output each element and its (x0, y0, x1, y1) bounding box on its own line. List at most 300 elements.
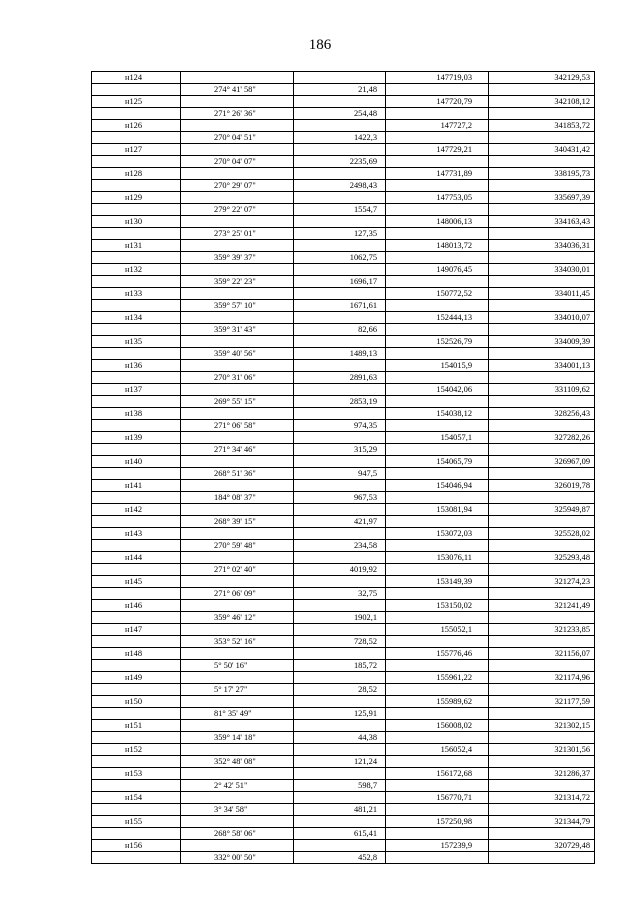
direction-angle: 359° 31' 43" (181, 324, 294, 336)
coordinate-x: 147720,79 (386, 96, 489, 108)
empty-cell (294, 408, 386, 420)
direction-angle: 270° 29' 07" (181, 180, 294, 192)
point-name: н155 (92, 816, 181, 828)
coordinate-y: 335697,39 (489, 192, 595, 204)
point-row (92, 312, 595, 324)
segment-row (92, 396, 595, 408)
coordinate-y: 327282,26 (489, 432, 595, 444)
direction-angle: 359° 39' 37" (181, 252, 294, 264)
coordinate-y: 334011,45 (489, 288, 595, 300)
empty-cell (92, 300, 181, 312)
empty-cell (92, 780, 181, 792)
segment-length: 421,97 (294, 516, 386, 528)
point-row (92, 432, 595, 444)
empty-cell (294, 456, 386, 468)
empty-cell (386, 780, 489, 792)
segment-length: 4019,92 (294, 564, 386, 576)
point-name: н131 (92, 240, 181, 252)
empty-cell (294, 120, 386, 132)
segment-row (92, 804, 595, 816)
empty-cell (489, 852, 595, 864)
empty-cell (92, 732, 181, 744)
empty-cell (294, 552, 386, 564)
point-row (92, 72, 595, 84)
segment-length: 1671,61 (294, 300, 386, 312)
direction-angle: 353° 52' 16" (181, 636, 294, 648)
empty-cell (181, 696, 294, 708)
point-row (92, 456, 595, 468)
segment-row (92, 684, 595, 696)
segment-row (92, 348, 595, 360)
coordinate-y: 331109,62 (489, 384, 595, 396)
coordinate-x: 155776,46 (386, 648, 489, 660)
empty-cell (181, 528, 294, 540)
segment-length: 125,91 (294, 708, 386, 720)
empty-cell (386, 708, 489, 720)
coordinate-y: 328256,43 (489, 408, 595, 420)
segment-length: 947,5 (294, 468, 386, 480)
empty-cell (386, 612, 489, 624)
empty-cell (92, 252, 181, 264)
point-name: н132 (92, 264, 181, 276)
empty-cell (294, 432, 386, 444)
empty-cell (294, 528, 386, 540)
empty-cell (294, 96, 386, 108)
segment-length: 1554,7 (294, 204, 386, 216)
empty-cell (489, 828, 595, 840)
empty-cell (181, 792, 294, 804)
coordinate-x: 157239,9 (386, 840, 489, 852)
coordinate-y: 321301,56 (489, 744, 595, 756)
direction-angle: 359° 57' 10" (181, 300, 294, 312)
segment-row (92, 540, 595, 552)
empty-cell (489, 660, 595, 672)
empty-cell (92, 612, 181, 624)
coordinate-y: 334010,07 (489, 312, 595, 324)
coordinate-x: 153076,11 (386, 552, 489, 564)
empty-cell (294, 744, 386, 756)
segment-row (92, 756, 595, 768)
segment-length: 598,7 (294, 780, 386, 792)
empty-cell (386, 540, 489, 552)
coordinate-x: 156172,68 (386, 768, 489, 780)
point-name: н126 (92, 120, 181, 132)
coordinate-x: 153081,94 (386, 504, 489, 516)
empty-cell (92, 156, 181, 168)
empty-cell (92, 564, 181, 576)
point-name: н140 (92, 456, 181, 468)
empty-cell (294, 480, 386, 492)
segment-length: 1062,75 (294, 252, 386, 264)
segment-length: 1696,17 (294, 276, 386, 288)
point-row (92, 624, 595, 636)
empty-cell (489, 444, 595, 456)
empty-cell (386, 684, 489, 696)
coordinate-x: 157250,98 (386, 816, 489, 828)
empty-cell (294, 792, 386, 804)
empty-cell (386, 276, 489, 288)
empty-cell (294, 168, 386, 180)
coordinate-y: 321156,07 (489, 648, 595, 660)
empty-cell (294, 816, 386, 828)
empty-cell (294, 192, 386, 204)
empty-cell (294, 312, 386, 324)
segment-length: 2235,69 (294, 156, 386, 168)
empty-cell (181, 168, 294, 180)
empty-cell (181, 96, 294, 108)
coordinate-x: 153072,03 (386, 528, 489, 540)
segment-length: 82,66 (294, 324, 386, 336)
empty-cell (92, 108, 181, 120)
point-row (92, 600, 595, 612)
point-row (92, 360, 595, 372)
point-name: н152 (92, 744, 181, 756)
coordinate-x: 154046,94 (386, 480, 489, 492)
segment-row (92, 156, 595, 168)
empty-cell (386, 828, 489, 840)
segment-row (92, 204, 595, 216)
empty-cell (489, 204, 595, 216)
point-name: н124 (92, 72, 181, 84)
point-name: н149 (92, 672, 181, 684)
empty-cell (489, 348, 595, 360)
empty-cell (386, 588, 489, 600)
empty-cell (294, 768, 386, 780)
coordinate-y: 321174,96 (489, 672, 595, 684)
empty-cell (294, 648, 386, 660)
empty-cell (386, 468, 489, 480)
empty-cell (181, 720, 294, 732)
point-name: н150 (92, 696, 181, 708)
point-name: н130 (92, 216, 181, 228)
empty-cell (294, 624, 386, 636)
point-name: н138 (92, 408, 181, 420)
empty-cell (92, 132, 181, 144)
point-row (92, 408, 595, 420)
empty-cell (294, 384, 386, 396)
empty-cell (181, 408, 294, 420)
point-row (92, 240, 595, 252)
point-row (92, 744, 595, 756)
segment-row (92, 444, 595, 456)
segment-row (92, 780, 595, 792)
empty-cell (181, 624, 294, 636)
segment-length: 21,48 (294, 84, 386, 96)
empty-cell (294, 216, 386, 228)
direction-angle: 269° 55' 15" (181, 396, 294, 408)
segment-length: 254,48 (294, 108, 386, 120)
segment-row (92, 708, 595, 720)
direction-angle: 271° 06' 58" (181, 420, 294, 432)
coordinate-x: 150772,52 (386, 288, 489, 300)
empty-cell (181, 672, 294, 684)
empty-cell (386, 564, 489, 576)
coordinate-x: 155989,62 (386, 696, 489, 708)
direction-angle: 268° 39' 15" (181, 516, 294, 528)
empty-cell (386, 516, 489, 528)
coordinate-x: 147729,21 (386, 144, 489, 156)
empty-cell (489, 420, 595, 432)
empty-cell (92, 180, 181, 192)
empty-cell (489, 588, 595, 600)
direction-angle: 5° 17' 27" (181, 684, 294, 696)
empty-cell (489, 156, 595, 168)
empty-cell (294, 576, 386, 588)
point-row (92, 288, 595, 300)
empty-cell (386, 372, 489, 384)
empty-cell (386, 348, 489, 360)
empty-cell (294, 240, 386, 252)
segment-length: 452,8 (294, 852, 386, 864)
empty-cell (386, 852, 489, 864)
empty-cell (489, 132, 595, 144)
empty-cell (92, 420, 181, 432)
point-row (92, 192, 595, 204)
empty-cell (386, 180, 489, 192)
empty-cell (92, 588, 181, 600)
empty-cell (489, 84, 595, 96)
segment-row (92, 468, 595, 480)
direction-angle: 271° 34' 46" (181, 444, 294, 456)
coordinates-table (91, 71, 595, 864)
direction-angle: 359° 14' 18" (181, 732, 294, 744)
segment-length: 127,35 (294, 228, 386, 240)
direction-angle: 270° 04' 51" (181, 132, 294, 144)
empty-cell (181, 432, 294, 444)
empty-cell (386, 420, 489, 432)
point-name: н137 (92, 384, 181, 396)
direction-angle: 271° 06' 09" (181, 588, 294, 600)
coordinate-y: 326019,78 (489, 480, 595, 492)
empty-cell (181, 384, 294, 396)
empty-cell (181, 240, 294, 252)
point-row (92, 840, 595, 852)
point-row (92, 264, 595, 276)
coordinate-y: 334001,13 (489, 360, 595, 372)
coordinate-y: 321344,79 (489, 816, 595, 828)
coordinate-y: 334009,39 (489, 336, 595, 348)
direction-angle: 268° 58' 06" (181, 828, 294, 840)
coordinate-y: 334030,01 (489, 264, 595, 276)
segment-length: 185,72 (294, 660, 386, 672)
empty-cell (181, 360, 294, 372)
segment-length: 1902,1 (294, 612, 386, 624)
empty-cell (489, 612, 595, 624)
point-row (92, 384, 595, 396)
segment-length: 2498,43 (294, 180, 386, 192)
point-name: н144 (92, 552, 181, 564)
point-row (92, 720, 595, 732)
point-row (92, 336, 595, 348)
empty-cell (92, 660, 181, 672)
segment-row (92, 180, 595, 192)
segment-row (92, 732, 595, 744)
empty-cell (386, 444, 489, 456)
direction-angle: 274° 41' 58" (181, 84, 294, 96)
coordinate-y: 321233,85 (489, 624, 595, 636)
coordinate-y: 321286,37 (489, 768, 595, 780)
coordinate-y: 321241,49 (489, 600, 595, 612)
point-row (92, 528, 595, 540)
empty-cell (92, 204, 181, 216)
segment-length: 967,53 (294, 492, 386, 504)
point-row (92, 768, 595, 780)
segment-row (92, 324, 595, 336)
empty-cell (92, 756, 181, 768)
coordinate-y: 325293,48 (489, 552, 595, 564)
empty-cell (294, 72, 386, 84)
empty-cell (92, 348, 181, 360)
coordinate-x: 147753,05 (386, 192, 489, 204)
empty-cell (92, 516, 181, 528)
coordinate-y: 321274,23 (489, 576, 595, 588)
empty-cell (489, 564, 595, 576)
empty-cell (489, 684, 595, 696)
segment-row (92, 420, 595, 432)
coordinate-x: 154015,9 (386, 360, 489, 372)
empty-cell (294, 696, 386, 708)
point-row (92, 672, 595, 684)
point-name: н154 (92, 792, 181, 804)
point-name: н145 (92, 576, 181, 588)
point-name: н129 (92, 192, 181, 204)
direction-angle: 359° 40' 56" (181, 348, 294, 360)
segment-length: 481,21 (294, 804, 386, 816)
point-row (92, 96, 595, 108)
coordinate-y: 334036,31 (489, 240, 595, 252)
coordinate-y: 325528,02 (489, 528, 595, 540)
direction-angle: 268° 51' 36" (181, 468, 294, 480)
empty-cell (294, 504, 386, 516)
point-row (92, 792, 595, 804)
point-name: н134 (92, 312, 181, 324)
direction-angle: 352° 48' 08" (181, 756, 294, 768)
empty-cell (489, 324, 595, 336)
empty-cell (294, 264, 386, 276)
coordinate-x: 149076,45 (386, 264, 489, 276)
empty-cell (294, 336, 386, 348)
empty-cell (489, 804, 595, 816)
segment-length: 28,52 (294, 684, 386, 696)
empty-cell (489, 300, 595, 312)
empty-cell (181, 216, 294, 228)
direction-angle: 5° 50' 16" (181, 660, 294, 672)
coordinate-y: 342108,12 (489, 96, 595, 108)
empty-cell (181, 144, 294, 156)
segment-row (92, 276, 595, 288)
empty-cell (386, 732, 489, 744)
empty-cell (92, 804, 181, 816)
empty-cell (489, 780, 595, 792)
empty-cell (181, 600, 294, 612)
segment-length: 32,75 (294, 588, 386, 600)
empty-cell (489, 252, 595, 264)
segment-row (92, 612, 595, 624)
empty-cell (92, 396, 181, 408)
point-name: н148 (92, 648, 181, 660)
empty-cell (92, 228, 181, 240)
empty-cell (386, 756, 489, 768)
point-name: н125 (92, 96, 181, 108)
empty-cell (92, 828, 181, 840)
empty-cell (181, 120, 294, 132)
direction-angle: 270° 59' 48" (181, 540, 294, 552)
empty-cell (489, 540, 595, 552)
page-number: 186 (308, 37, 332, 53)
segment-length: 2891,63 (294, 372, 386, 384)
empty-cell (181, 768, 294, 780)
empty-cell (92, 468, 181, 480)
empty-cell (294, 360, 386, 372)
segment-row (92, 372, 595, 384)
point-name: н153 (92, 768, 181, 780)
point-row (92, 576, 595, 588)
segment-row (92, 132, 595, 144)
empty-cell (489, 108, 595, 120)
segment-row (92, 300, 595, 312)
empty-cell (489, 396, 595, 408)
segment-row (92, 228, 595, 240)
coordinate-y: 321177,59 (489, 696, 595, 708)
empty-cell (92, 684, 181, 696)
empty-cell (294, 144, 386, 156)
empty-cell (489, 372, 595, 384)
coordinate-x: 148006,13 (386, 216, 489, 228)
point-row (92, 552, 595, 564)
point-name: н135 (92, 336, 181, 348)
segment-row (92, 636, 595, 648)
segment-length: 121,24 (294, 756, 386, 768)
point-name: н142 (92, 504, 181, 516)
point-name: н141 (92, 480, 181, 492)
empty-cell (181, 72, 294, 84)
coordinate-y: 325949,87 (489, 504, 595, 516)
coordinate-y: 321314,72 (489, 792, 595, 804)
empty-cell (294, 600, 386, 612)
point-name: н136 (92, 360, 181, 372)
empty-cell (489, 708, 595, 720)
point-row (92, 648, 595, 660)
empty-cell (92, 708, 181, 720)
point-name: н156 (92, 840, 181, 852)
point-row (92, 480, 595, 492)
empty-cell (181, 840, 294, 852)
empty-cell (386, 636, 489, 648)
coordinate-y: 334163,43 (489, 216, 595, 228)
coordinate-x: 153149,39 (386, 576, 489, 588)
direction-angle: 271° 26' 36" (181, 108, 294, 120)
coordinate-x: 152526,79 (386, 336, 489, 348)
empty-cell (489, 516, 595, 528)
coordinate-x: 154065,79 (386, 456, 489, 468)
empty-cell (386, 492, 489, 504)
empty-cell (489, 492, 595, 504)
direction-angle: 273° 25' 01" (181, 228, 294, 240)
empty-cell (294, 840, 386, 852)
segment-length: 728,52 (294, 636, 386, 648)
point-name: н147 (92, 624, 181, 636)
direction-angle: 3° 34' 58" (181, 804, 294, 816)
coordinate-x: 156052,4 (386, 744, 489, 756)
coordinate-x: 154042,06 (386, 384, 489, 396)
segment-length: 615,41 (294, 828, 386, 840)
coordinate-x: 147731,89 (386, 168, 489, 180)
point-name: н151 (92, 720, 181, 732)
empty-cell (489, 732, 595, 744)
coordinate-x: 152444,13 (386, 312, 489, 324)
coordinate-x: 156770,71 (386, 792, 489, 804)
segment-length: 2853,19 (294, 396, 386, 408)
